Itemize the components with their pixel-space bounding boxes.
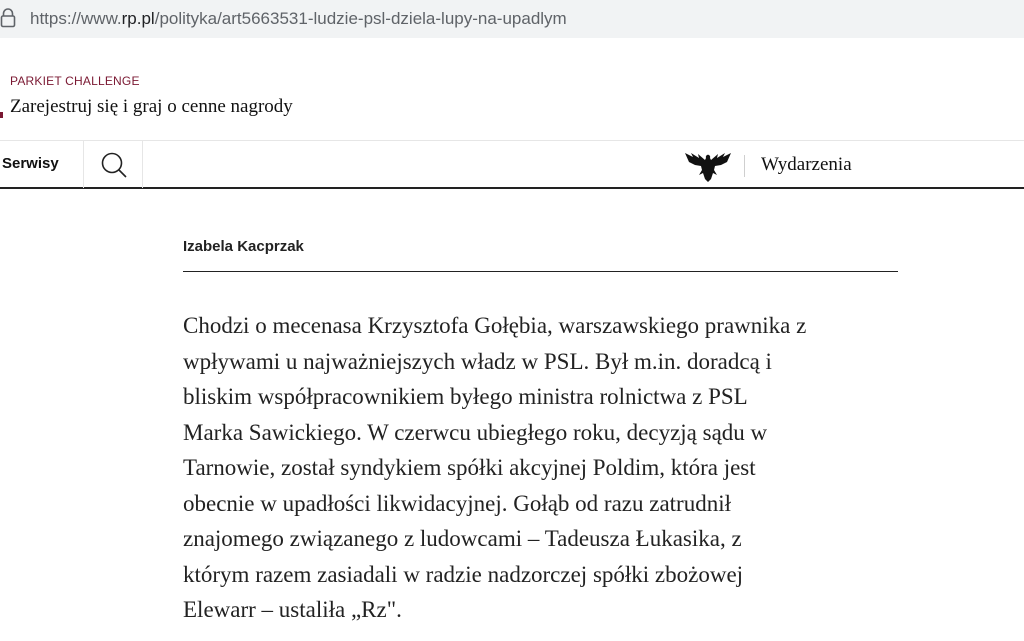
serwisy-menu-button[interactable]: Serwisy xyxy=(2,155,59,172)
search-icon[interactable] xyxy=(100,151,128,179)
url-prefix: https://www. xyxy=(30,9,122,28)
paragraph-line: obecnie w upadłości likwidacyjnej. Gołąb od razu zatrudnił xyxy=(183,490,731,516)
nav-divider xyxy=(142,141,143,188)
paragraph-line: znajomego związanego z ludowcami – Tadeusza Łukasika, z xyxy=(183,526,742,551)
promo-accent-mark xyxy=(0,112,3,118)
paragraph-line: Tarnowie, został syndykiem spółki akcyjnej Poldim, która jest xyxy=(183,455,756,480)
eagle-logo-icon[interactable] xyxy=(683,149,733,183)
paragraph-line: Chodzi o mecenasa Krzysztofa Gołębia, warszawskiego prawnika z xyxy=(183,313,807,338)
promo-title-link[interactable]: Zarejestruj się i graj o cenne nagrody xyxy=(10,96,293,117)
author-divider xyxy=(183,271,898,272)
site-navigation xyxy=(0,140,1024,189)
lock-icon xyxy=(0,8,16,28)
article-paragraph xyxy=(183,308,898,628)
nav-divider xyxy=(744,155,745,177)
paragraph-line: Elewarr – ustaliła „Rz". xyxy=(183,597,402,622)
paragraph-line: którym razem zasiadali w radzie nadzorczej spółki zbożowej xyxy=(183,561,744,587)
url-path: /polityka/art5663531-ludzie-psl-dziela-lupy-na-upadlym xyxy=(154,9,567,28)
wydarzenia-link[interactable]: Wydarzenia xyxy=(761,154,852,175)
address-bar[interactable] xyxy=(0,0,1024,38)
paragraph-line: Marka Sawickiego. W czerwcu ubiegłego roku, decyzją sądu w xyxy=(183,419,768,445)
promo-label: PARKIET CHALLENGE xyxy=(10,74,140,88)
url-text[interactable] xyxy=(30,8,567,30)
paragraph-line: bliskim współpracownikiem byłego ministra rolnictwa z PSL xyxy=(183,384,748,409)
article-author[interactable]: Izabela Kacprzak xyxy=(183,238,304,255)
url-domain: rp.pl xyxy=(121,9,155,28)
nav-divider xyxy=(83,141,84,188)
paragraph-line: wpływami u najważniejszych władz w PSL. Był m.in. doradcą i xyxy=(183,348,772,374)
